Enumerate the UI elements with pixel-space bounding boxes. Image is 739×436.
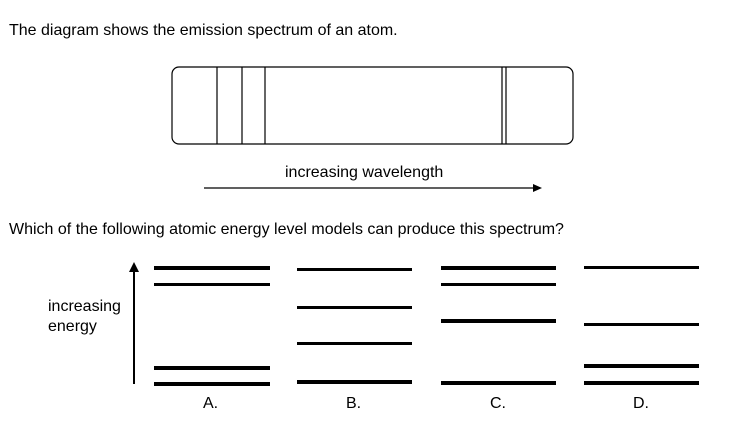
energy-levels-d xyxy=(584,266,699,385)
intro-text: The diagram shows the emission spectrum of an atom. xyxy=(9,22,398,39)
energy-levels-a xyxy=(154,266,270,386)
energy-level xyxy=(584,266,699,269)
wavelength-label: increasing wavelength xyxy=(285,164,444,181)
energy-level xyxy=(584,381,699,385)
energy-level xyxy=(584,323,699,326)
energy-level xyxy=(584,364,699,368)
energy-level xyxy=(441,381,556,385)
energy-level xyxy=(441,266,556,270)
energy-arrow-head xyxy=(129,262,139,272)
energy-level xyxy=(154,266,270,270)
energy-level xyxy=(154,382,270,386)
option-c-label[interactable]: C. xyxy=(490,395,506,412)
question-text: Which of the following atomic energy level models can produce this spectrum? xyxy=(9,221,564,238)
option-a-label[interactable]: A. xyxy=(203,395,219,412)
wavelength-arrow-head xyxy=(533,184,542,192)
energy-levels-c xyxy=(441,266,556,385)
energy-level xyxy=(297,306,412,309)
energy-level xyxy=(297,268,412,271)
energy-level xyxy=(441,319,556,323)
energy-axis-label-line-1: increasing xyxy=(48,298,121,315)
spectrum-box xyxy=(172,67,573,144)
energy-level xyxy=(441,283,556,286)
energy-level xyxy=(297,342,412,345)
energy-level xyxy=(154,283,270,286)
energy-levels-b xyxy=(297,268,412,384)
energy-level xyxy=(154,366,270,370)
energy-level xyxy=(297,380,412,384)
option-d-label[interactable]: D. xyxy=(633,395,649,412)
energy-axis-label xyxy=(48,297,121,337)
option-b-label[interactable]: B. xyxy=(346,395,362,412)
energy-axis-label-line-2: energy xyxy=(48,318,97,335)
